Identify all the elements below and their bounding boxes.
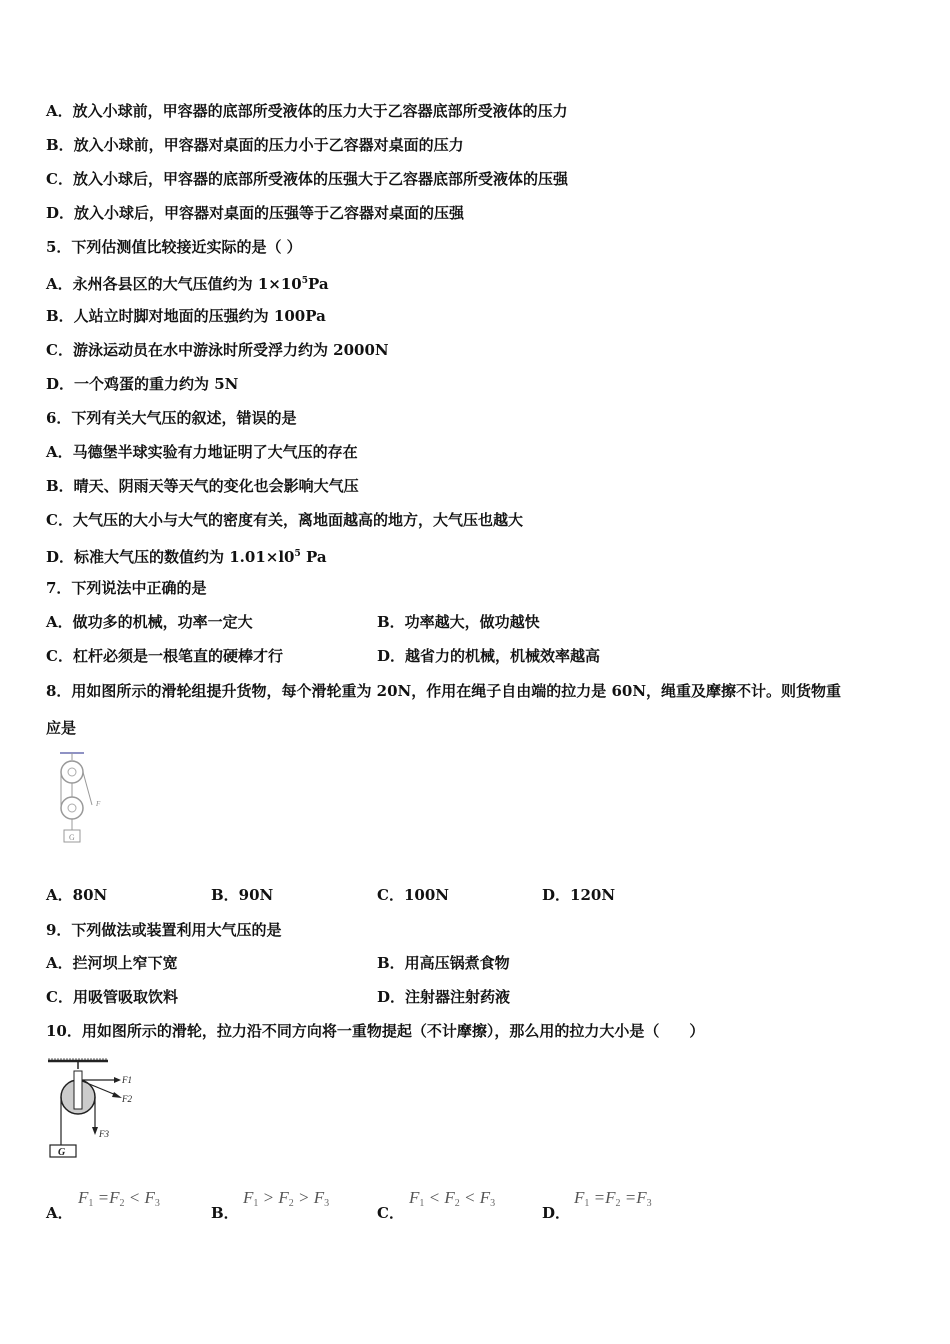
q7-option-a: A．做功多的机械，功率一定大 [46, 613, 253, 631]
q10-option-d-formula: $F_1 =F_2 =F_3$ [574, 1188, 652, 1209]
q6-option-a: A．马德堡半球实验有力地证明了大气压的存在 [46, 443, 358, 461]
q5-option-a-exponent: 5 [301, 276, 309, 286]
svg-text:G: G [58, 1147, 66, 1158]
q6-option-d-unit: Pa [300, 548, 327, 566]
q6-option-d-exponent: 5 [294, 549, 301, 559]
q4-option-d: D．放入小球后，甲容器对桌面的压强等于乙容器对桌面的压强 [46, 204, 465, 222]
q8-option-b: B．90N [211, 886, 274, 904]
q10-option-a-label: A． [46, 1204, 73, 1222]
fixed-pulley-figure [46, 1055, 156, 1160]
q8-option-d: D．120N [542, 886, 616, 904]
q5-option-a [46, 271, 329, 294]
q7-option-b: B．功率越大，做功越快 [377, 613, 540, 631]
q5-option-c: C．游泳运动员在水中游泳时所受浮力约为 2000N [46, 341, 389, 359]
q8-option-c: C．100N [377, 886, 449, 904]
q8-stem: 8．用如图所示的滑轮组提升货物，每个滑轮重为 20N，作用在绳子自由端的拉力是 60N，绳重及摩擦不计。则货物重 [46, 682, 842, 700]
q10-option-b-label: B． [211, 1204, 239, 1222]
q9-stem: 9．下列做法或装置利用大气压的是 [46, 921, 282, 939]
svg-text:F2: F2 [122, 1094, 132, 1104]
svg-text:F3: F3 [99, 1129, 109, 1139]
svg-text:G: G [69, 833, 75, 842]
q8-option-a: A．80N [46, 886, 108, 904]
q9-option-b: B．用高压锅煮食物 [377, 954, 510, 972]
q7-option-d: D．越省力的机械，机械效率越高 [377, 647, 601, 665]
q10-option-c-formula: $F_1 < F_2 < F_3$ [409, 1188, 496, 1209]
q7-option-c: C．杠杆必须是一根笔直的硬棒才行 [46, 647, 283, 665]
q4-option-c: C．放入小球后，甲容器的底部所受液体的压强大于乙容器底部所受液体的压强 [46, 170, 568, 188]
q4-option-a: A．放入小球前，甲容器的底部所受液体的压力大于乙容器底部所受液体的压力 [46, 102, 568, 120]
q5-option-a-text: A．永州各县区的大气压值约为 1×10 [46, 275, 302, 293]
q4-option-b: B．放入小球前，甲容器对桌面的压力小于乙容器对桌面的压力 [46, 136, 464, 154]
q6-option-c: C．大气压的大小与大气的密度有关，离地面越高的地方，大气压也越大 [46, 511, 523, 529]
q10-stem: 10．用如图所示的滑轮，拉力沿不同方向将一重物提起（不计摩擦），那么用的拉力大小是（ ） [46, 1022, 705, 1040]
svg-text:F: F [96, 800, 101, 808]
q5-option-a-unit: Pa [308, 275, 329, 293]
q8-stem-continued: 应是 [46, 719, 77, 737]
q10-option-c-label: C． [377, 1204, 404, 1222]
pulley-block-figure [52, 750, 112, 850]
q10-option-b-formula: $F_1 > F_2 > F_3$ [243, 1188, 330, 1209]
q6-option-d [46, 544, 327, 567]
q5-option-d: D．一个鸡蛋的重力约为 5N [46, 375, 239, 393]
q5-stem: 5．下列估测值比较接近实际的是（ ） [46, 238, 302, 256]
q6-option-d-text: D．标准大气压的数值约为 1.01×l0 [46, 548, 295, 566]
q9-option-c: C．用吸管吸取饮料 [46, 988, 178, 1006]
q6-stem: 6．下列有关大气压的叙述，错误的是 [46, 409, 297, 427]
q10-option-a-formula: $F_1 =F_2 < F_3$ [78, 1188, 160, 1209]
q5-option-b: B．人站立时脚对地面的压强约为 100Pa [46, 307, 326, 325]
svg-text:F1: F1 [122, 1075, 132, 1085]
q7-stem: 7．下列说法中正确的是 [46, 579, 207, 597]
q10-option-d-label: D． [542, 1204, 571, 1222]
q9-option-a: A．拦河坝上窄下宽 [46, 954, 178, 972]
q9-option-d: D．注射器注射药液 [377, 988, 511, 1006]
q6-option-b: B．晴天、阴雨天等天气的变化也会影响大气压 [46, 477, 359, 495]
